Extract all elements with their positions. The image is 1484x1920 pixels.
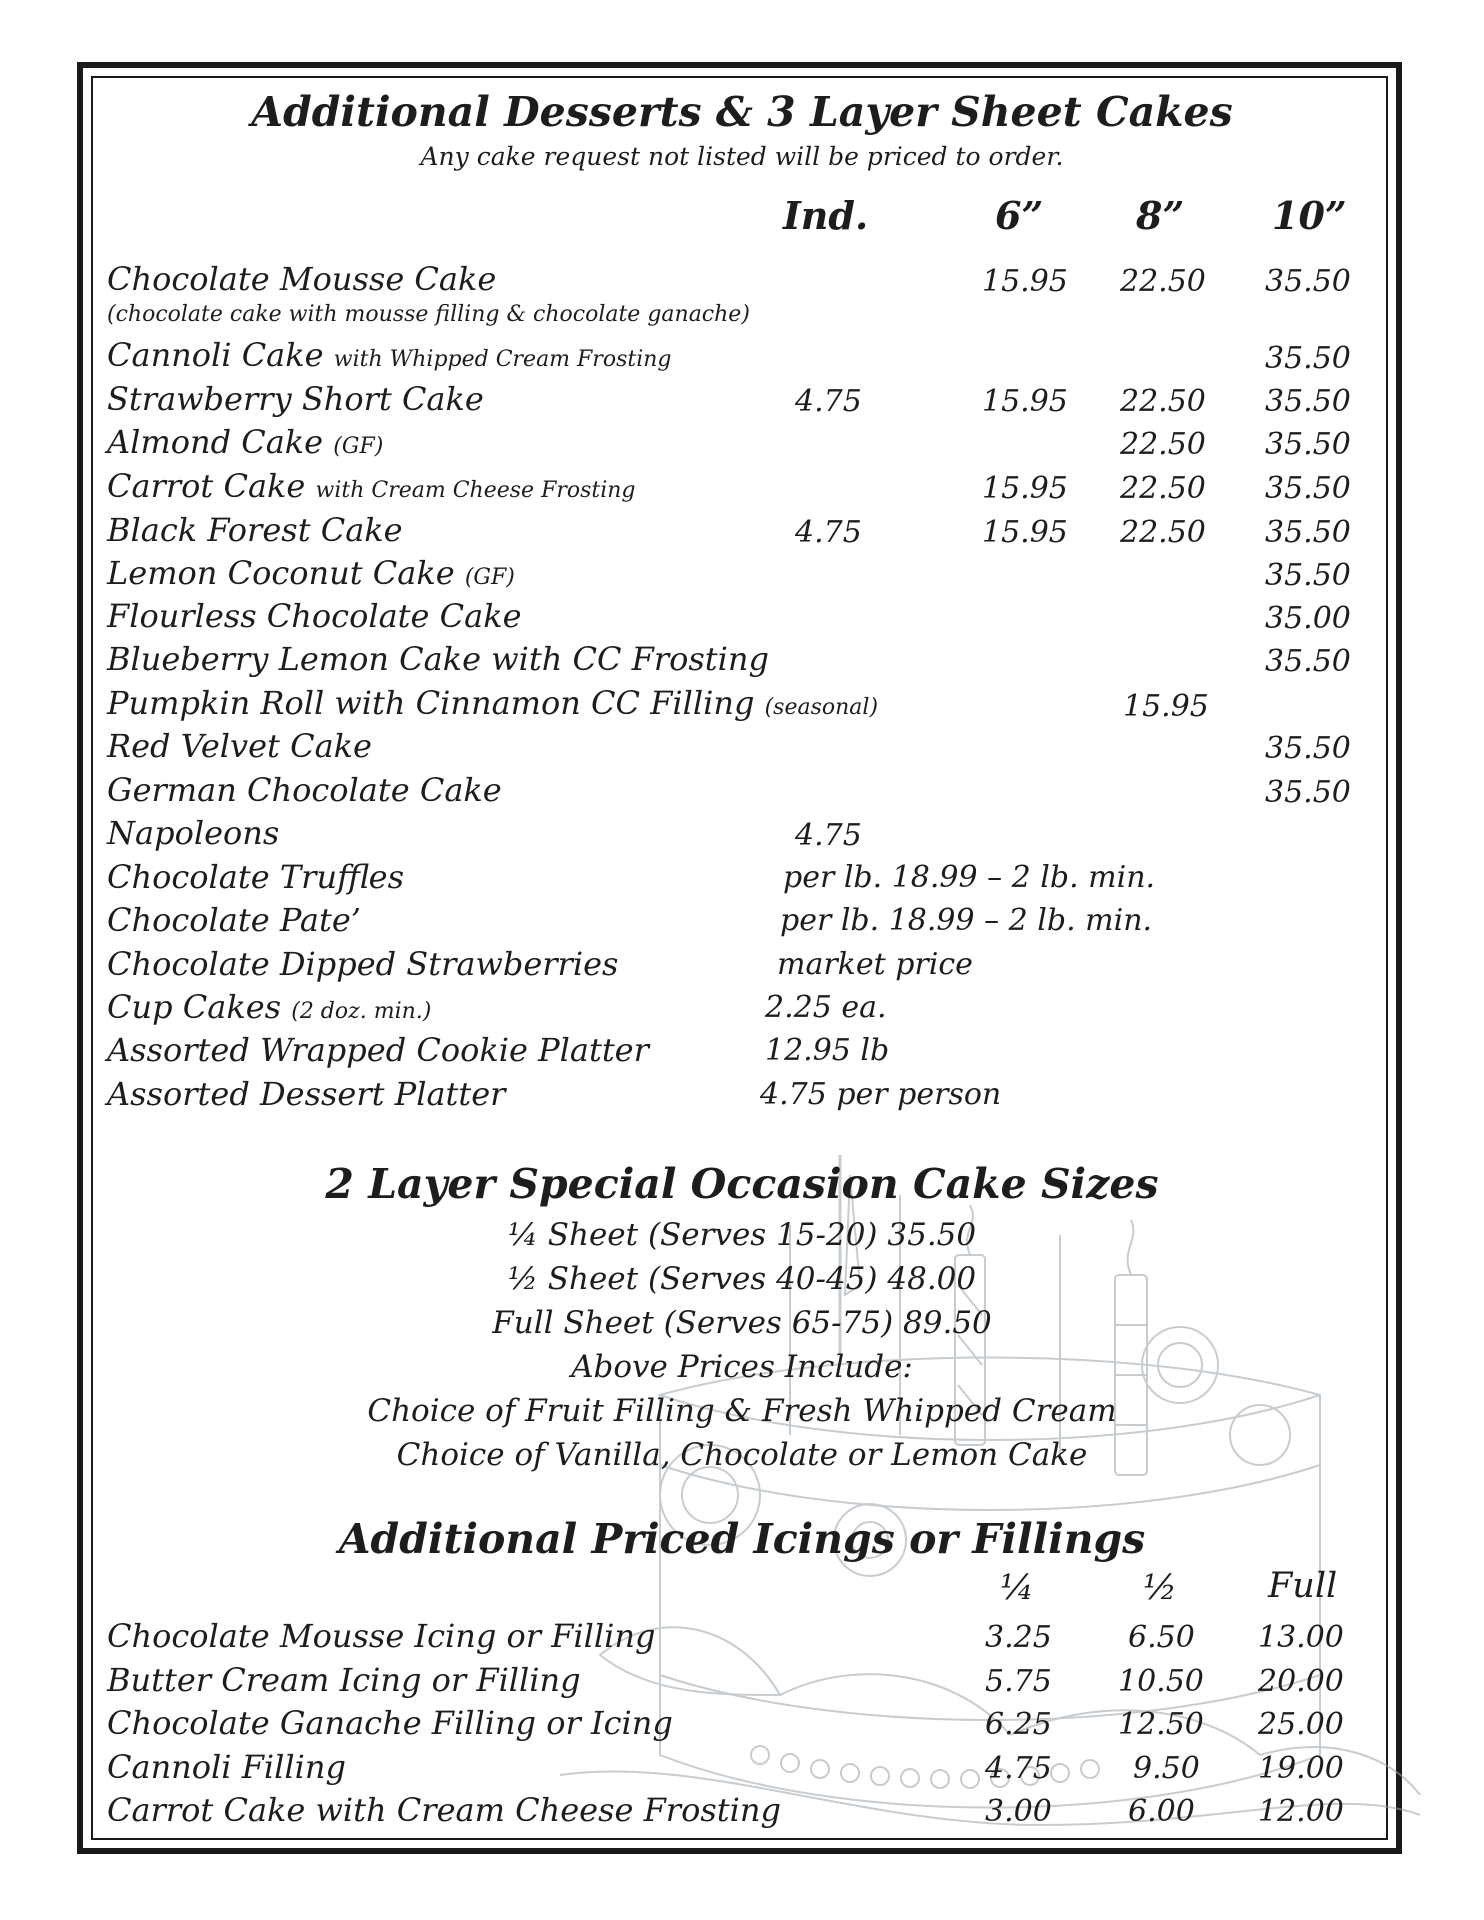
item-name-line xyxy=(107,988,431,1026)
item-note: (seasonal) xyxy=(764,695,879,720)
item-name: Assorted Wrapped Cookie Platter xyxy=(107,1031,649,1069)
size-line: ¼ Sheet (Serves 15-20) 35.50 xyxy=(507,1217,977,1253)
price-10in: 35.50 xyxy=(1265,775,1351,810)
item-name: Carrot Cake xyxy=(107,467,306,505)
price-10in: 35.50 xyxy=(1265,471,1351,506)
col-header-6in: 6” xyxy=(995,193,1044,238)
item-name: Almond Cake xyxy=(107,423,324,461)
price-full: 25.00 xyxy=(1258,1707,1344,1742)
price-6in: 15.95 xyxy=(982,264,1068,299)
item-price: 4.75 per person xyxy=(760,1077,1002,1112)
page-title: Additional Desserts & 3 Layer Sheet Cakes xyxy=(251,88,1233,136)
page-subtitle: Any cake request not listed will be priced to order. xyxy=(420,142,1064,171)
special-cake-title: 2 Layer Special Occasion Cake Sizes xyxy=(325,1160,1159,1208)
info-line: Choice of Vanilla, Chocolate or Lemon Cake xyxy=(396,1437,1088,1473)
item-name: Cannoli Cake xyxy=(107,336,324,374)
price-half: 10.50 xyxy=(1118,1664,1204,1699)
price-full: 13.00 xyxy=(1258,1620,1344,1655)
size-line: Full Sheet (Serves 65-75) 89.50 xyxy=(492,1305,992,1341)
item-name: Assorted Dessert Platter xyxy=(107,1075,506,1113)
item-description: (chocolate cake with mousse filling & chocolate ganache) xyxy=(107,302,750,327)
price-full: 19.00 xyxy=(1258,1751,1344,1786)
price-8in: 22.50 xyxy=(1120,427,1206,462)
filling-name: Carrot Cake with Cream Cheese Frosting xyxy=(107,1791,781,1829)
size-line: ½ Sheet (Serves 40-45) 48.00 xyxy=(507,1261,977,1297)
item-price: per lb. 18.99 – 2 lb. min. xyxy=(783,860,1156,895)
price-8in: 22.50 xyxy=(1120,471,1206,506)
price-10in: 35.50 xyxy=(1265,341,1351,376)
price-10in: 35.50 xyxy=(1265,558,1351,593)
price-half: 6.50 xyxy=(1128,1620,1195,1655)
price-full: 20.00 xyxy=(1258,1664,1344,1699)
item-price: 12.95 lb xyxy=(765,1033,890,1068)
price-8in: 22.50 xyxy=(1120,384,1206,419)
col-header-full: Full xyxy=(1268,1566,1338,1606)
price-quarter: 5.75 xyxy=(985,1664,1052,1699)
price-10in: 35.50 xyxy=(1265,731,1351,766)
item-name: Cup Cakes xyxy=(107,988,282,1026)
item-name: Chocolate Dipped Strawberries xyxy=(107,945,619,983)
info-line: Above Prices Include: xyxy=(571,1349,913,1385)
item-note: with Cream Cheese Frosting xyxy=(315,478,636,503)
filling-name: Chocolate Ganache Filling or Icing xyxy=(107,1704,673,1742)
price-10in: 35.50 xyxy=(1265,515,1351,550)
item-name: Lemon Coconut Cake xyxy=(107,554,455,592)
item-name-line xyxy=(107,336,671,374)
item-price: 2.25 ea. xyxy=(765,990,887,1025)
item-name-line xyxy=(107,423,383,461)
item-price: market price xyxy=(777,947,973,982)
item-name: Black Forest Cake xyxy=(107,511,403,549)
price-half: 12.50 xyxy=(1118,1707,1204,1742)
filling-name: Chocolate Mousse Icing or Filling xyxy=(107,1617,656,1655)
price-quarter: 3.00 xyxy=(985,1794,1052,1829)
price-ind: 4.75 xyxy=(795,384,862,419)
item-name-line xyxy=(107,684,878,722)
item-note: (GF) xyxy=(333,434,384,459)
price-full: 12.00 xyxy=(1258,1794,1344,1829)
item-name: Strawberry Short Cake xyxy=(107,380,484,418)
item-name-line xyxy=(107,467,636,505)
price-10in: 35.50 xyxy=(1265,264,1351,299)
fillings-title: Additional Priced Icings or Fillings xyxy=(338,1515,1146,1563)
col-header-ind: Ind. xyxy=(783,193,869,238)
item-name: Napoleons xyxy=(107,814,280,852)
item-note: (2 doz. min.) xyxy=(291,999,432,1024)
item-name: Flourless Chocolate Cake xyxy=(107,597,522,635)
filling-name: Cannoli Filling xyxy=(107,1748,346,1786)
price-6in: 15.95 xyxy=(982,384,1068,419)
price-6in: 15.95 xyxy=(982,471,1068,506)
price-8in: 22.50 xyxy=(1120,515,1206,550)
filling-name: Butter Cream Icing or Filling xyxy=(107,1661,581,1699)
price-quarter: 3.25 xyxy=(985,1620,1052,1655)
price-10in: 35.50 xyxy=(1265,644,1351,679)
price-8in: 22.50 xyxy=(1120,264,1206,299)
price-quarter: 6.25 xyxy=(985,1707,1052,1742)
item-note: with Whipped Cream Frosting xyxy=(333,347,672,372)
item-name: German Chocolate Cake xyxy=(107,771,502,809)
price-half: 6.00 xyxy=(1128,1794,1195,1829)
item-name: Pumpkin Roll with Cinnamon CC Filling xyxy=(107,684,755,722)
item-price: 4.75 xyxy=(795,818,862,853)
item-name: Blueberry Lemon Cake with CC Frosting xyxy=(107,640,769,678)
col-header-half: ½ xyxy=(1143,1568,1177,1608)
info-line: Choice of Fruit Filling & Fresh Whipped Cream xyxy=(367,1393,1117,1429)
price-8in: 15.95 xyxy=(1123,689,1209,724)
item-name-line xyxy=(107,554,515,592)
col-header-quarter: ¼ xyxy=(1000,1568,1034,1608)
col-header-10in: 10” xyxy=(1272,193,1347,238)
price-10in: 35.00 xyxy=(1265,601,1351,636)
price-10in: 35.50 xyxy=(1265,427,1351,462)
price-quarter: 4.75 xyxy=(985,1751,1052,1786)
item-name: Chocolate Mousse Cake xyxy=(107,260,497,298)
item-name: Red Velvet Cake xyxy=(107,727,372,765)
price-half: 9.50 xyxy=(1133,1751,1200,1786)
price-10in: 35.50 xyxy=(1265,384,1351,419)
col-header-8in: 8” xyxy=(1136,193,1185,238)
item-name: Chocolate Truffles xyxy=(107,858,404,896)
item-name: Chocolate Pate’ xyxy=(107,901,361,939)
price-6in: 15.95 xyxy=(982,515,1068,550)
price-ind: 4.75 xyxy=(795,515,862,550)
item-price: per lb. 18.99 – 2 lb. min. xyxy=(780,903,1153,938)
item-note: (GF) xyxy=(464,565,515,590)
